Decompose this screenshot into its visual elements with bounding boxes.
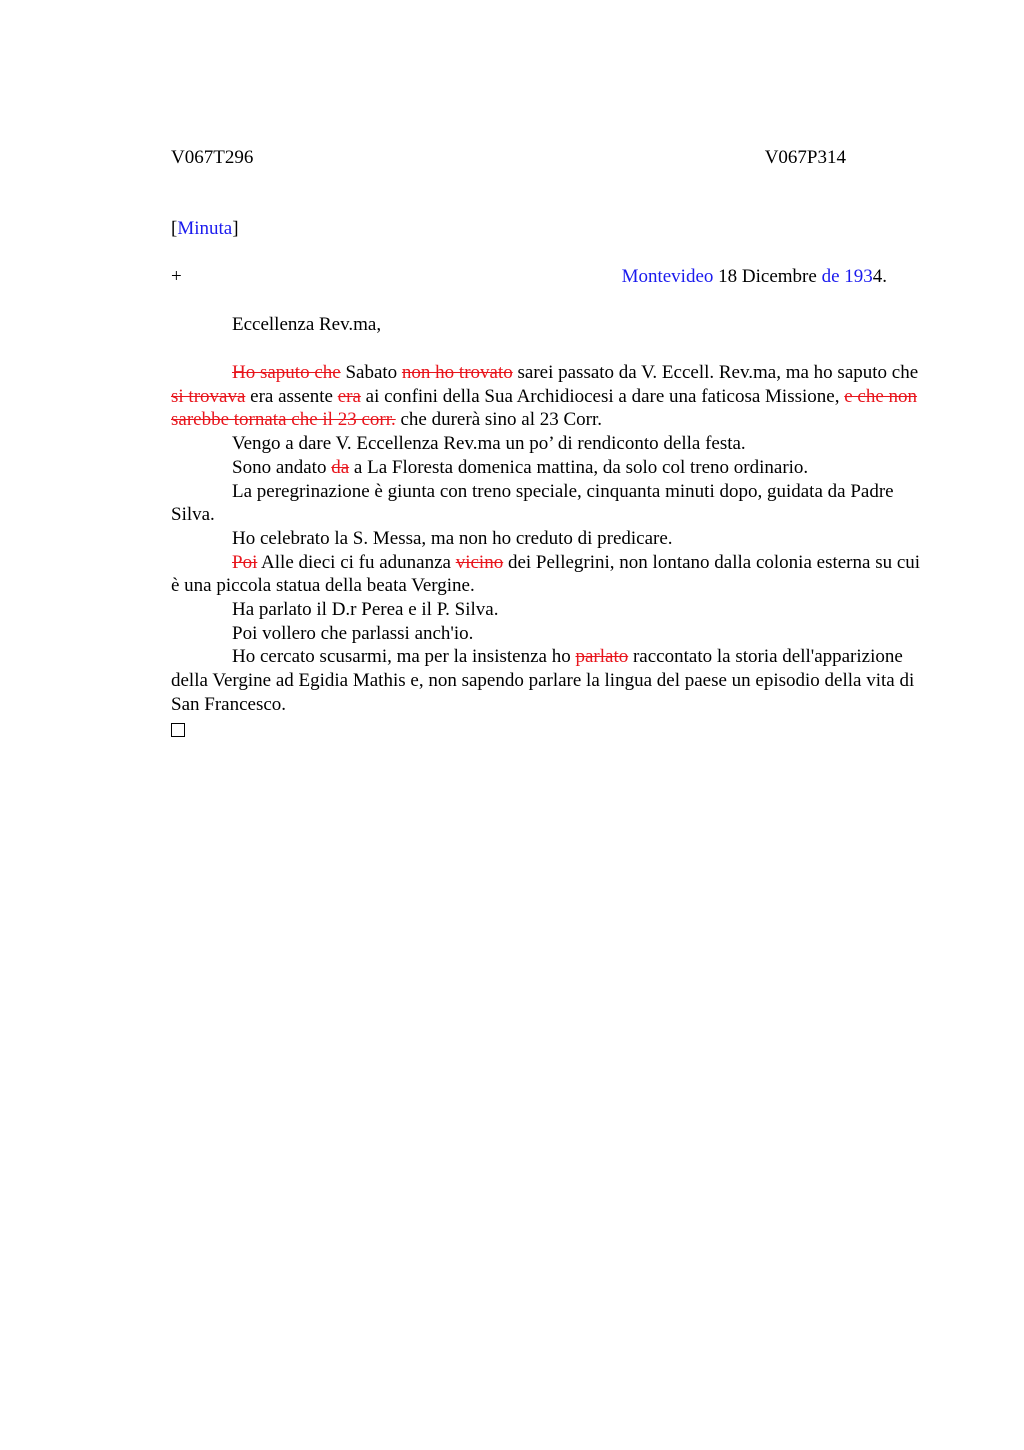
paragraph-6 <box>171 551 931 598</box>
letter-body <box>171 361 931 743</box>
body-text: dei Pellegrini, non lontano dalla colonia esterna su cui è una piccola statua della beata Vergine. <box>171 551 921 597</box>
deleted-text: non ho trovato <box>401 362 513 383</box>
deleted-text: Ho saputo che <box>232 362 341 383</box>
cross-mark: + <box>171 266 182 287</box>
paragraph-2: Vengo a dare V. Eccellenza Rev.ma un po’ di rendiconto della festa. <box>232 433 746 455</box>
deleted-text: Poi <box>232 551 258 573</box>
body-text: Ho cercato scusarmi, ma per la insistenza ho <box>232 646 576 668</box>
deleted-text: e che non sarebbe tornata che il 23 corr. <box>171 385 918 431</box>
body-text: Sono andato <box>232 456 332 478</box>
paragraph-3 <box>171 456 931 480</box>
date-day-month: 18 Dicembre <box>713 266 822 287</box>
deleted-text: da <box>331 456 350 478</box>
bracket-open: [ <box>171 218 178 239</box>
bracket-close: ] <box>232 218 239 239</box>
paragraph-1 <box>171 361 931 432</box>
date-de: de <box>821 266 840 287</box>
paragraph-5: Ho celebrato la S. Messa, ma non ho creduto di predicare. <box>232 527 673 549</box>
minuta-label: Minuta <box>177 218 233 239</box>
body-text: sarei passato da V. Eccell. Rev.ma, ma ho saputo che <box>512 362 919 383</box>
paragraph-7: Ha parlato il D.r Perea e il P. Silva. <box>232 599 499 621</box>
body-text: Alle dieci ci fu adunanza <box>257 551 456 573</box>
body-text: raccontato la storia dell'apparizione della Vergine ad Egidia Mathis e, non sapendo parlare la lingua del paese un episodio della vita di San Francesco. <box>171 646 915 715</box>
paragraph-4: La peregrinazione è giunta con treno speciale, cinquanta minuti dopo, guidata da Padre Silva. <box>171 480 894 526</box>
body-text: ai confini della Sua Archidiocesi a dare una faticosa Missione, <box>360 385 845 407</box>
deleted-text: parlato <box>575 646 629 668</box>
end-marker <box>171 717 931 744</box>
paragraph-9 <box>171 645 931 716</box>
code-left: V067T296 <box>171 147 254 168</box>
deleted-text: vicino <box>455 551 504 573</box>
square-outline-icon <box>171 723 185 737</box>
salutation: Eccellenza Rev.ma, <box>232 314 382 335</box>
date-year-last: 4. <box>872 266 887 287</box>
deleted-text: si trovava <box>171 385 246 407</box>
body-text: a La Floresta domenica mattina, da solo col treno ordinario. <box>349 456 809 478</box>
paragraph-8: Poi vollero che parlassi anch'io. <box>232 622 474 644</box>
deleted-text: era <box>337 385 361 407</box>
body-text: era assente <box>245 385 338 407</box>
draft-label <box>171 218 239 240</box>
letter-date <box>622 266 887 288</box>
body-text: che durerà sino al 23 Corr. <box>395 409 603 431</box>
body-text: Sabato <box>340 362 402 383</box>
date-place: Montevideo <box>621 266 714 287</box>
date-year-main: 193 <box>844 266 873 287</box>
code-right: V067P314 <box>764 147 846 168</box>
